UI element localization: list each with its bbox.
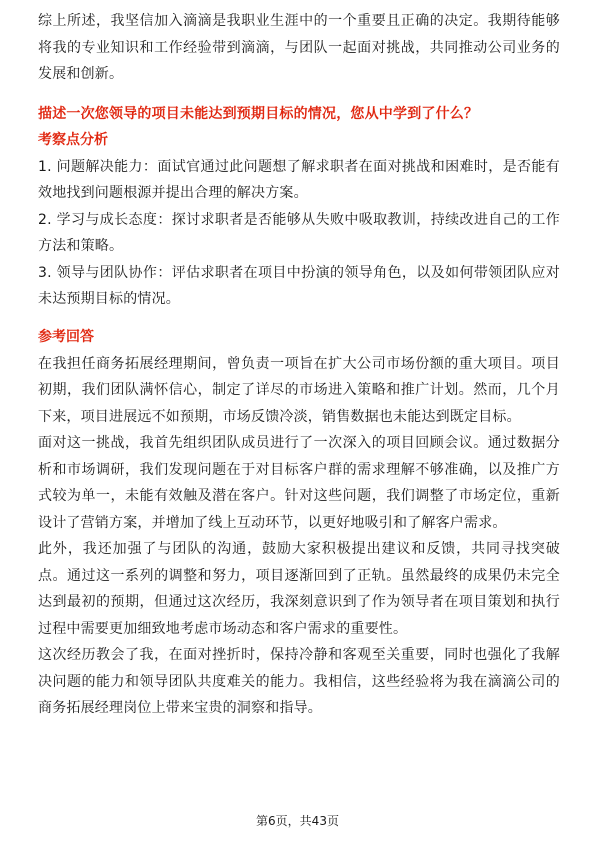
answer-paragraph: 在我担任商务拓展经理期间，曾负责一项旨在扩大公司市场份额的重大项目。项目初期，我们团队满怀信心，制定了详尽的市场进入策略和推广计划。然而，几个月下来，项目进展远不如预期，市场反馈冷淡，销售数据也未能达到既定目标。 <box>38 355 560 425</box>
answer-paragraph: 这次经历教会了我，在面对挫折时，保持冷静和客观至关重要，同时也强化了我解决问题的能力和领导团队共度难关的能力。我相信，这些经验将为我在滴滴公司的商务拓展经理岗位上带来宝贵的洞察和指导。 <box>38 647 560 716</box>
document-page <box>38 8 560 722</box>
analysis-list <box>38 154 560 313</box>
analysis-heading: 考察点分析 <box>38 131 108 148</box>
answer-paragraph: 面对这一挑战，我首先组织团队成员进行了一次深入的项目回顾会议。通过数据分析和市场调研，我们发现问题在于对目标客户群的需求理解不够准确，以及推广方式较为单一，未能有效触及潜在客户。针对这些问题，我们调整了市场定位，重新设计了营销方案，并增加了线上互动环节，以更好地吸引和了解客户需求。 <box>38 435 560 531</box>
intro-paragraph: 综上所述，我坚信加入滴滴是我职业生涯中的一个重要且正确的决定。我期待能够将我的专业知识和工作经验带到滴滴，与团队一起面对挑战，共同推动公司业务的发展和创新。 <box>38 13 560 82</box>
answer-paragraph: 此外，我还加强了与团队的沟通，鼓励大家积极提出建议和反馈，共同寻找突破点。通过这一系列的调整和努力，项目逐渐回到了正轨。虽然最终的成果仍未完全达到最初的预期，但通过这次经历，我深刻意识到了作为领导者在项目策划和执行过程中需要更加细致地考虑市场动态和客户需求的重要性。 <box>38 541 560 637</box>
analysis-item: 1. 问题解决能力：面试官通过此问题想了解求职者在面对挑战和困难时，是否能有效地找到问题根源并提出合理的解决方案。 <box>38 158 560 201</box>
analysis-item: 3. 领导与团队协作：评估求职者在项目中扮演的领导角色，以及如何带领团队应对未达预期目标的情况。 <box>38 264 560 307</box>
answer-heading: 参考回答 <box>38 328 94 345</box>
answer-body <box>38 351 560 722</box>
interview-question: 描述一次您领导的项目未能达到预期目标的情况，您从中学到了什么？ <box>38 105 479 122</box>
page-number: 第6页，共43页 <box>256 814 339 828</box>
analysis-item: 2. 学习与成长态度：探讨求职者是否能够从失败中吸取教训，持续改进自己的工作方法和策略。 <box>38 211 560 254</box>
